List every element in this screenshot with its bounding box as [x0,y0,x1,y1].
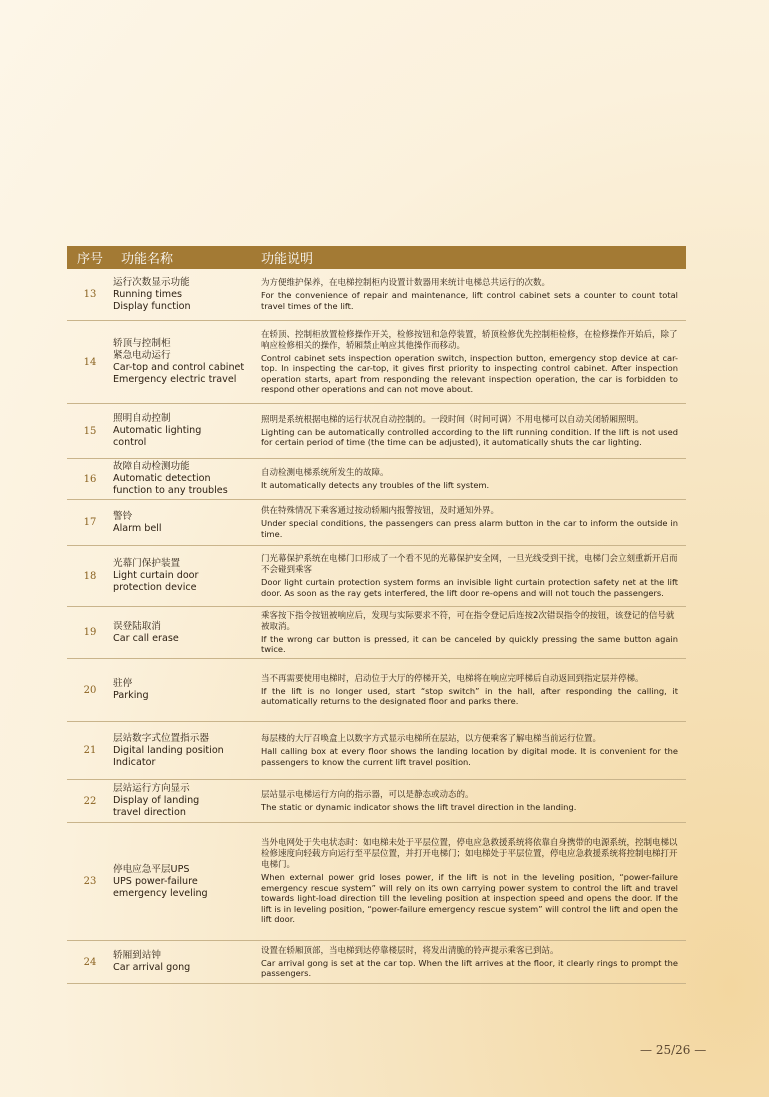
function-description [261,321,686,403]
function-name-line: 运行次数显示功能 [113,276,190,288]
function-description [261,269,686,320]
row-number: 21 [83,745,97,756]
function-name [113,269,261,320]
function-name [113,659,261,721]
description-zh: 乘客按下指令按钮被响应后，发现与实际要求不符，可在指令登记后连按2次错误指令的按钮，该登记的信号就被取消。 [261,610,675,632]
table-row [67,459,686,500]
function-name-line: Car-top and control cabinet [113,362,245,373]
description-en: If the lift is no longer used, start “stop switch” in the hall, after responding the calling, it automatically returns to the designated floor and parks there. [261,685,678,706]
description-en: It automatically detects any troubles of the lift system. [261,479,490,490]
row-number: 16 [83,473,97,485]
function-name [113,941,261,983]
row-number: 18 [83,570,97,582]
function-name-line: 轿顶与控制柜 [113,338,171,349]
function-name [113,780,261,822]
header-name: 功能名称 [121,252,174,267]
function-name-line: 紧急电动运行 [113,350,171,361]
function-description [261,941,686,983]
table-row [67,780,686,823]
row-number: 14 [83,356,97,368]
function-name [113,823,261,940]
function-name [113,459,261,499]
row-number: 20 [83,684,97,696]
function-name-line: Alarm bell [113,522,162,534]
function-name-line: 警铃 [113,510,133,522]
function-name [113,404,261,458]
function-description [261,500,686,545]
table-row [67,269,686,321]
function-name-line: 层站运行方向显示 [113,783,190,794]
description-zh: 当不再需要使用电梯时，启动位于大厅的停梯开关，电梯将在响应完呼梯后自动返回到指定层并停梯。 [261,673,644,684]
row-number: 19 [83,627,97,638]
row-number: 22 [83,795,97,807]
function-name-line: 轿厢到站钟 [113,950,161,961]
description-en: The static or dynamic indicator shows the lift travel direction in the landing. [261,801,577,812]
function-name-line: Display function [113,300,191,312]
function-name [113,321,261,403]
function-name-line: Automatic detection [113,473,211,484]
description-en: If the wrong car button is pressed, it can be canceled by quickly pressing the same button again twice. [261,633,678,654]
function-name [113,500,261,545]
description-zh: 为方便维护保养，在电梯控制柜内设置计数器用来统计电梯总共运行的次数。 [261,278,551,289]
function-description [261,607,686,658]
function-name-line: Light curtain door [113,570,199,581]
function-description [261,823,686,940]
row-number: 23 [83,876,97,887]
function-name-line: emergency leveling [113,887,208,899]
page-number: — 25/26 — [640,1043,707,1057]
description-zh: 供在特殊情况下乘客通过按动轿厢内报警按钮，及时通知外界。 [261,506,500,517]
function-name-line: UPS power-failure [113,875,198,887]
description-zh: 当外电网处于失电状态时：如电梯未处于平层位置，停电应急救援系统将依靠自身携带的电源系统，控制电梯以检修速度向轻载方向运行至平层位置，并打开电梯门；如电梯处于平层位置，停电应急救援系统将控制电梯打开电梯门。 [261,838,678,871]
description-en: Car arrival gong is set at the car top. When the lift arrives at the floor, it clearly rings to prompt the passengers. [261,957,678,978]
table-row [67,659,686,722]
description-en: Hall calling box at every floor shows the landing location by digital mode. It is convenient for the passengers to know the current lift travel position. [261,746,678,767]
table-header [67,246,686,269]
function-name-line: Parking [113,690,149,701]
table-row [67,823,686,941]
function-description [261,404,686,458]
table-row [67,500,686,546]
row-number: 13 [83,289,97,300]
description-zh: 设置在轿厢顶部，当电梯到达停靠楼层时，将发出清脆的铃声提示乘客已到站。 [261,945,559,956]
description-zh: 自动检测电梯系统所发生的故障。 [261,467,389,478]
function-name-line: Car call erase [113,632,179,644]
function-name-line: 驻停 [113,678,133,689]
function-name [113,722,261,779]
function-name-line: 故障自动检测功能 [113,461,190,472]
function-name-line: 光幕门保护装置 [113,558,181,569]
row-number: 17 [83,517,97,528]
description-en: Control cabinet sets inspection operation switch, inspection button, emergency stop device at car-top. In inspecting the car-top, it gives first priority to inspecting control cabinet. After inspection operation starts, apart from responding the relevant inspection operation, the car is forbidden to respond other operations and can not move about. [261,352,678,394]
function-table [67,246,686,984]
function-name [113,546,261,606]
function-name-line: Indicator [113,756,156,768]
table-row [67,722,686,780]
row-number: 24 [83,956,97,968]
function-name-line: 误登陆取消 [113,620,161,632]
function-name-line: Car arrival gong [113,962,191,973]
description-zh: 门光幕保护系统在电梯门口形成了一个看不见的光幕保护安全网，一旦光线受到干扰，电梯门会立刻重新开启而不会碰到乘客 [261,554,678,576]
function-description [261,459,686,499]
description-zh: 每层楼的大厅召唤盒上以数字方式显示电梯所在层站，以方便乘客了解电梯当前运行位置。 [261,734,602,745]
function-name-line: travel direction [113,807,186,818]
description-en: When external power grid loses power, if the lift is not in the leveling position, “power-failure emergency rescue system” will rely on its own carrying power system to control the lift and travel towards light-load direction till the leveling position at inspection speed and opens the door. If the lift is in leveling position, “power-failure emergency rescue system” will control the lift and open the lift door. [261,872,678,925]
function-name-line: function to any troubles [113,485,228,496]
function-description [261,780,686,822]
function-description [261,722,686,779]
function-name-line: Automatic lighting [113,425,202,436]
function-name-line: 层站数字式位置指示器 [113,732,209,744]
table-row [67,546,686,607]
table-body [67,269,686,984]
function-name-line: protection device [113,582,197,593]
function-name-line: Running times [113,288,183,300]
description-en: Door light curtain protection system forms an invisible light curtain protection safety net at the lift door. As soon as the ray gets interfered, the lift door re-opens and will not touch the passengers. [261,577,678,598]
description-en: Under special conditions, the passengers can press alarm button in the car to inform the outside in time. [261,518,678,539]
table-row [67,607,686,659]
description-en: Lighting can be automatically controlled according to the lift running condition. If the lift is not used for certain period of time (the time can be adjusted), it automatically shuts the car lighting. [261,426,678,447]
function-name-line: 照明自动控制 [113,413,171,424]
function-name [113,607,261,658]
function-name-line: Digital landing position [113,744,224,756]
table-row [67,941,686,984]
function-description [261,546,686,606]
table-row [67,321,686,404]
function-name-line: 停电应急平层UPS [113,863,190,875]
function-name-line: Emergency electric travel [113,374,237,385]
description-zh: 层站显示电梯运行方向的指示器，可以是静态或动态的。 [261,789,474,800]
row-number: 15 [83,425,97,437]
function-name-line: Display of landing [113,795,200,806]
description-zh: 照明是系统根据电梯的运行状况自动控制的。一段时间（时间可调）不用电梯可以自动关闭轿厢照明。 [261,414,644,425]
function-name-line: control [113,437,147,448]
description-zh: 在轿顶、控制柜放置检修操作开关，检修按钮和急停装置，轿顶检修优先控制柜检修，在检修操作开始后，除了响应检修相关的操作，轿厢禁止响应其他操作而移动。 [261,329,678,351]
header-desc: 功能说明 [261,252,314,267]
header-no: 序号 [76,252,103,267]
description-en: For the convenience of repair and maintenance, lift control cabinet sets a counter to count total travel times of the lift. [261,290,678,311]
table-row [67,404,686,459]
function-description [261,659,686,721]
